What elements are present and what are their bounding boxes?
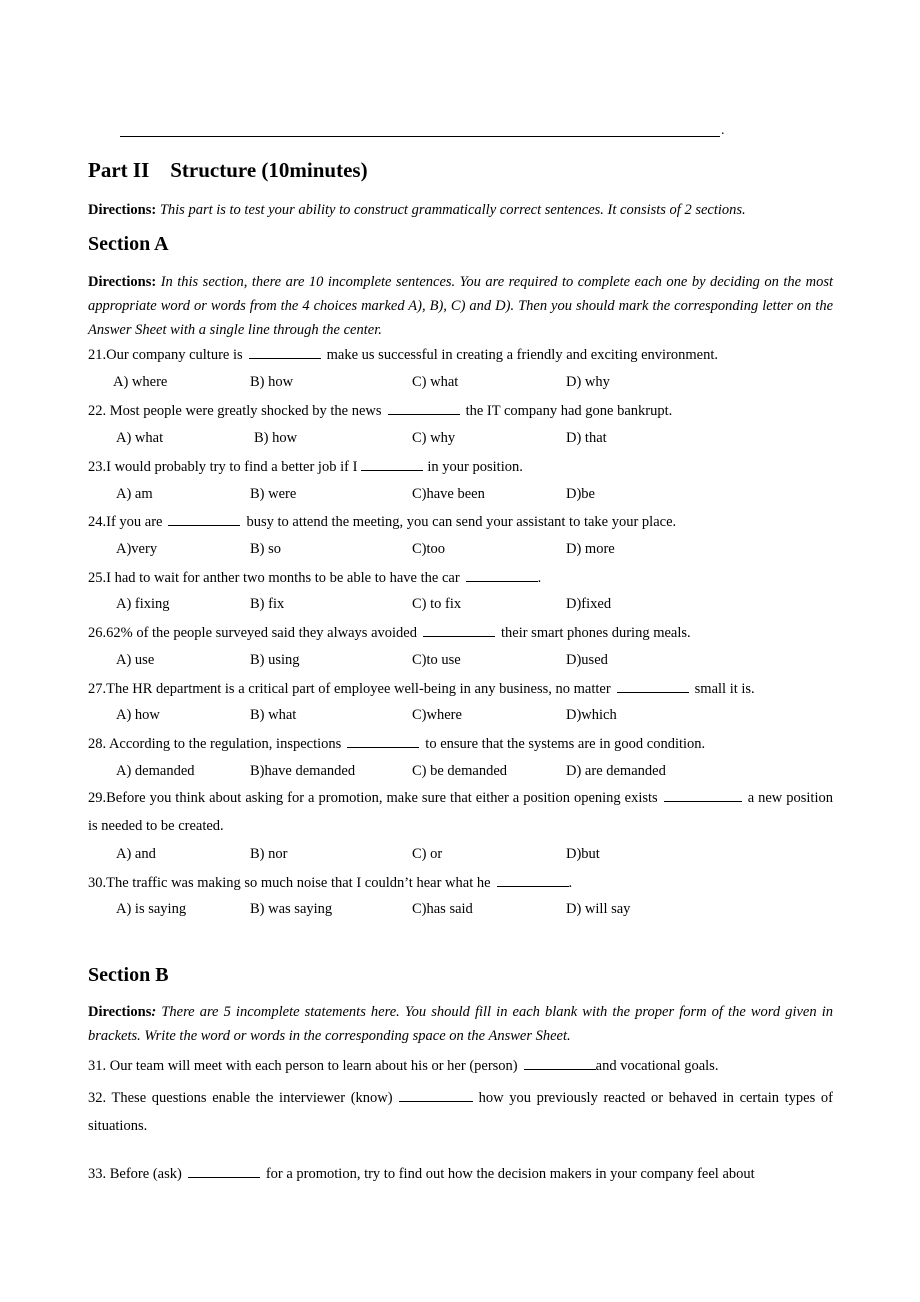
question-text: 29.Before you think about asking for a promotion, make sure that either a position opening exists — [88, 790, 658, 806]
option-a: A) how — [116, 707, 160, 723]
option-a: A)very — [116, 541, 158, 557]
question-33 — [88, 1165, 833, 1183]
answer-blank — [524, 1057, 596, 1070]
option-b: B) how — [254, 430, 298, 446]
option-b: B) was saying — [250, 901, 333, 917]
question-text: busy to attend the meeting, you can send your assistant to take your place. — [246, 514, 677, 530]
question-text: 26.62% of the people surveyed said they always avoided — [88, 625, 417, 641]
question-text: 23.I would probably try to find a better job if I — [88, 459, 358, 475]
options-21 — [0, 374, 745, 394]
question-text: small it is. — [694, 681, 755, 697]
question-23 — [88, 458, 833, 476]
option-b: B) nor — [250, 846, 288, 862]
question-text: 31. Our team will meet with each person to learn about his or her (person) — [88, 1058, 518, 1074]
options-26 — [0, 652, 745, 672]
question-25 — [88, 569, 833, 587]
options-22 — [0, 430, 745, 450]
option-c: C)to use — [412, 652, 461, 668]
answer-blank — [497, 874, 569, 887]
answer-blank — [466, 569, 538, 582]
question-31 — [88, 1057, 833, 1075]
answer-blank — [388, 402, 460, 415]
option-d: D) that — [566, 430, 607, 446]
section-a-directions — [88, 270, 833, 342]
answer-blank — [249, 346, 321, 359]
directions-label: Directions — [88, 1004, 152, 1020]
directions-text: This part is to test your ability to construct grammatically correct sentences. It consists of 2 sections. — [159, 202, 746, 218]
question-text: for a promotion, try to find out how the decision makers in your company feel about — [265, 1166, 755, 1182]
part-directions — [88, 198, 833, 222]
option-d: D) are demanded — [566, 763, 666, 779]
question-21 — [88, 346, 833, 364]
option-b: B)have demanded — [250, 763, 356, 779]
section-a-title: Section A — [88, 233, 169, 255]
question-30 — [88, 874, 833, 892]
question-text: their smart phones during meals. — [500, 625, 691, 641]
option-c: C) be demanded — [412, 763, 508, 779]
question-text: a new position is needed to be created. — [88, 790, 833, 834]
question-text: . — [568, 875, 573, 891]
question-text: . — [537, 570, 542, 586]
directions-label: Directions: — [88, 202, 157, 218]
directions-label: Directions: — [88, 274, 157, 290]
option-a: A) am — [116, 486, 153, 502]
question-text: how you previously reacted or behaved in certain types of situations. — [88, 1090, 833, 1134]
question-text: 32. These questions enable the interviewer (know) — [88, 1090, 393, 1106]
option-a: A) demanded — [116, 763, 195, 779]
directions-text: In this section, there are 10 incomplete sentences. You are required to complete each one by deciding on the most appropriate word or words from the 4 choices marked A), B), C) and D). Then you should mark the corresponding letter on the Answer Sheet with a single line through the center. — [88, 274, 833, 338]
question-26 — [88, 624, 833, 642]
option-c: C)has said — [412, 901, 473, 917]
part-title: Part II Structure (10minutes) — [88, 158, 368, 182]
options-30 — [0, 901, 745, 921]
question-28 — [88, 735, 833, 753]
option-d: D) why — [566, 374, 610, 390]
option-c: C) why — [412, 430, 456, 446]
question-text: 21.Our company culture is — [88, 347, 243, 363]
option-d: D)but — [566, 846, 600, 862]
question-text: in your position. — [427, 459, 523, 475]
question-text: 25.I had to wait for anther two months to be able to have the car — [88, 570, 460, 586]
option-d: D)be — [566, 486, 595, 502]
option-b: B) so — [250, 541, 282, 557]
option-d: D)fixed — [566, 596, 612, 612]
answer-blank — [664, 789, 742, 802]
option-a: A) is saying — [116, 901, 187, 917]
directions-colon: : — [151, 1004, 157, 1020]
question-text: 24.If you are — [88, 514, 163, 530]
question-29 — [88, 784, 833, 840]
answer-blank — [361, 458, 423, 471]
question-32 — [88, 1084, 833, 1140]
option-c: C)where — [412, 707, 462, 723]
question-text: 27.The HR department is a critical part of employee well-being in any business, no matter — [88, 681, 611, 697]
question-text: 28. According to the regulation, inspections — [88, 736, 342, 752]
option-a: A) use — [116, 652, 155, 668]
question-text: to ensure that the systems are in good condition. — [425, 736, 706, 752]
option-c: C)have been — [412, 486, 485, 502]
option-b: B) fix — [250, 596, 285, 612]
question-text: 22. Most people were greatly shocked by the news — [88, 403, 382, 419]
options-29 — [0, 846, 745, 866]
answer-blank — [617, 680, 689, 693]
question-27 — [88, 680, 833, 698]
question-24 — [88, 513, 833, 531]
answer-blank — [399, 1089, 473, 1102]
option-d: D)used — [566, 652, 608, 668]
question-text: 33. Before (ask) — [88, 1166, 182, 1182]
option-b: B) how — [250, 374, 294, 390]
options-23 — [0, 486, 745, 506]
option-a: A) fixing — [116, 596, 170, 612]
answer-blank — [188, 1165, 260, 1178]
option-b: B) using — [250, 652, 300, 668]
option-a: A) where — [113, 374, 168, 390]
answer-line-period: . — [721, 123, 725, 138]
options-25 — [0, 596, 745, 616]
option-d: D) more — [566, 541, 615, 557]
answer-blank — [423, 624, 495, 637]
option-a: A) what — [116, 430, 164, 446]
question-22 — [88, 402, 833, 420]
question-text: make us successful in creating a friendly and exciting environment. — [326, 347, 719, 363]
answer-blank — [168, 513, 240, 526]
answer-line — [120, 125, 720, 137]
section-b-title: Section B — [88, 964, 169, 986]
option-c: C) to fix — [412, 596, 462, 612]
options-24 — [0, 541, 745, 561]
options-27 — [0, 707, 745, 727]
options-28 — [0, 763, 745, 783]
question-text: the IT company had gone bankrupt. — [465, 403, 673, 419]
option-c: C) or — [412, 846, 443, 862]
option-d: D) will say — [566, 901, 631, 917]
option-c: C)too — [412, 541, 446, 557]
option-a: A) and — [116, 846, 156, 862]
question-text: and vocational goals. — [595, 1058, 719, 1074]
option-b: B) what — [250, 707, 297, 723]
option-b: B) were — [250, 486, 297, 502]
option-c: C) what — [412, 374, 459, 390]
section-b-directions — [88, 1000, 833, 1048]
answer-blank — [347, 735, 419, 748]
directions-text: There are 5 incomplete statements here. You should fill in each blank with the proper form of the word given in brackets. Write the word or words in the corresponding space on the Answer Sheet. — [88, 1004, 833, 1044]
option-d: D)which — [566, 707, 617, 723]
question-text: 30.The traffic was making so much noise that I couldn’t hear what he — [88, 875, 491, 891]
